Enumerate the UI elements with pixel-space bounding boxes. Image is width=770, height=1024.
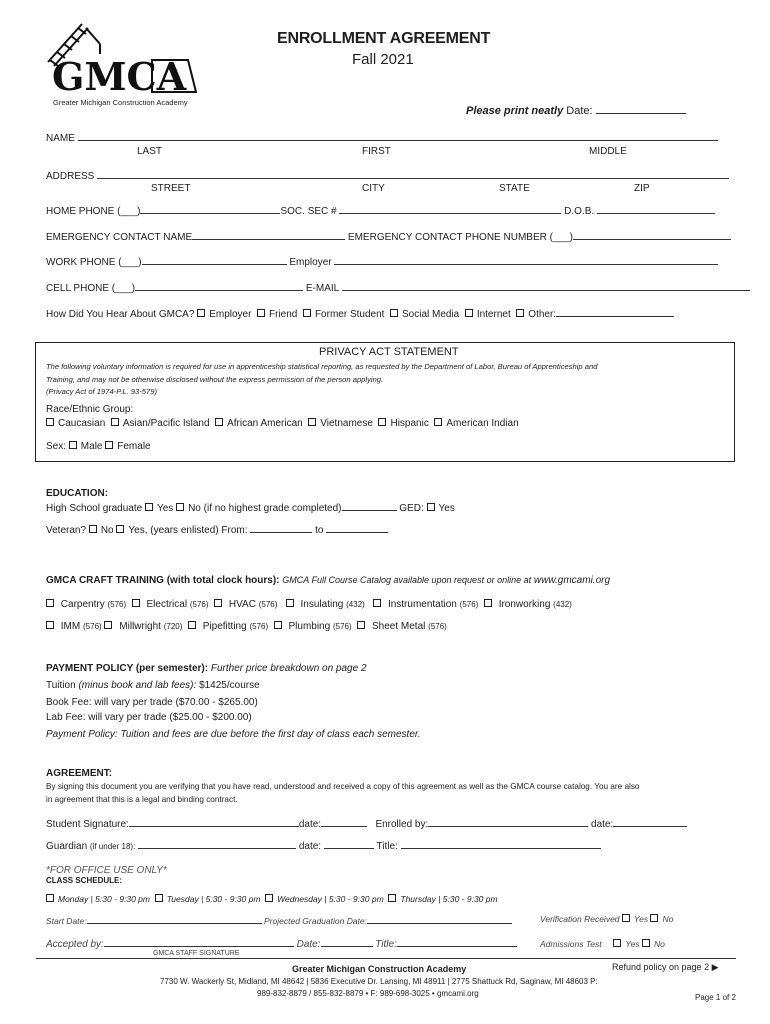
accepted-by-field[interactable] bbox=[104, 937, 294, 947]
hours-hvac: (576) bbox=[258, 600, 278, 609]
name-sub-last: LAST bbox=[137, 146, 163, 157]
ironworking-checkbox[interactable] bbox=[484, 599, 492, 607]
privacy-text-3: (Privacy Act of 1974-P.L. 93-579) bbox=[46, 387, 158, 396]
race-asian: Asian/Pacific Island bbox=[122, 418, 210, 429]
guardian-note: (if under 18): bbox=[89, 842, 136, 851]
projected-grad-field[interactable] bbox=[367, 914, 512, 924]
hvac-checkbox[interactable] bbox=[214, 599, 222, 607]
dob-label: D.O.B. bbox=[564, 206, 595, 217]
hours-imm: (576) bbox=[83, 622, 102, 631]
start-date-row bbox=[46, 914, 512, 926]
privacy-title: PRIVACY ACT STATEMENT bbox=[319, 346, 459, 358]
accepted-by-label: Accepted by: bbox=[46, 939, 104, 950]
trade-carpentry: Carpentry bbox=[60, 599, 105, 610]
other-field[interactable] bbox=[556, 307, 674, 317]
race-american-indian: American Indian bbox=[446, 418, 519, 429]
social-media-checkbox[interactable] bbox=[390, 309, 398, 317]
sex-male: Male bbox=[80, 441, 103, 452]
logo-wordmark: GMCA bbox=[52, 54, 187, 99]
race-hispanic: Hispanic bbox=[390, 418, 429, 429]
cell-phone-field[interactable] bbox=[135, 281, 303, 291]
payment-heading: PAYMENT POLICY (per semester): bbox=[46, 663, 209, 674]
enrolled-date-label: date: bbox=[591, 819, 614, 830]
tuition-row bbox=[46, 680, 260, 691]
term-label: Fall 2021 bbox=[352, 51, 414, 68]
verification-no: No bbox=[662, 914, 674, 924]
date-label: Date: bbox=[566, 105, 593, 117]
student-signature-field[interactable] bbox=[129, 817, 299, 827]
agreement-text-1: By signing this document you are verifying that you have read, understood and received a copy of this agreement as well as the GMCA course catalog. You are also bbox=[46, 782, 640, 791]
accepted-date-label: Date: bbox=[296, 939, 321, 950]
agreement-text-2: in agreement that this is a legal and binding contract. bbox=[46, 795, 238, 804]
print-note-row bbox=[466, 104, 686, 117]
lab-fee: Lab Fee: will vary per trade ($25.00 - $200.00) bbox=[46, 712, 252, 723]
training-note: GMCA Full Course Catalog available upon request or online at bbox=[282, 575, 532, 585]
training-heading: GMCA CRAFT TRAINING (with total clock hours): bbox=[46, 575, 280, 586]
hours-millwright: (720) bbox=[163, 622, 183, 631]
class-schedule-label: CLASS SCHEDULE: bbox=[46, 876, 123, 885]
refund-note-row bbox=[612, 962, 719, 973]
work-phone-field[interactable] bbox=[142, 255, 287, 265]
verification-row bbox=[540, 914, 673, 924]
schedule-tuesday: Tuesday | 5:30 - 9:30 pm bbox=[166, 894, 261, 904]
verification-label: Verification Received bbox=[540, 914, 620, 924]
payment-heading-note: Further price breakdown on page 2 bbox=[210, 663, 367, 674]
vietnamese-checkbox[interactable] bbox=[308, 418, 316, 426]
veteran-label: Veteran? bbox=[46, 525, 87, 536]
training-row-1 bbox=[46, 599, 572, 610]
admissions-no-checkbox[interactable] bbox=[642, 939, 650, 947]
option-other: Other: bbox=[528, 309, 557, 320]
work-phone-row bbox=[46, 255, 718, 268]
employer-label: Employer bbox=[289, 257, 332, 268]
friend-checkbox[interactable] bbox=[257, 309, 265, 317]
hs-yes: Yes bbox=[156, 503, 174, 514]
emergency-name-label: EMERGENCY CONTACT NAME bbox=[46, 232, 193, 243]
emergency-phone-label: EMERGENCY CONTACT PHONE NUMBER (___) bbox=[347, 232, 573, 243]
address-sub-street: STREET bbox=[151, 183, 191, 194]
asian-checkbox[interactable] bbox=[111, 418, 119, 426]
soc-sec-label: SOC. SEC # bbox=[280, 206, 337, 217]
trade-ironworking: Ironworking bbox=[498, 599, 551, 610]
monday-checkbox[interactable] bbox=[46, 894, 54, 902]
pipefitting-checkbox[interactable] bbox=[188, 621, 196, 629]
plumbing-checkbox[interactable] bbox=[274, 621, 282, 629]
guardian-signature-field[interactable] bbox=[138, 839, 296, 849]
veteran-no-checkbox[interactable] bbox=[89, 525, 97, 533]
sheet-metal-checkbox[interactable] bbox=[357, 621, 365, 629]
arrow-right-icon: ▶ bbox=[711, 962, 719, 972]
verification-yes-checkbox[interactable] bbox=[622, 914, 630, 922]
imm-checkbox[interactable] bbox=[46, 621, 54, 629]
hours-insulating: (432) bbox=[346, 600, 365, 609]
employer-checkbox[interactable] bbox=[197, 309, 205, 317]
payment-heading-row bbox=[46, 663, 367, 674]
hs-no-checkbox[interactable] bbox=[176, 503, 184, 511]
trade-imm: IMM bbox=[60, 621, 81, 632]
trade-insulating: Insulating bbox=[300, 599, 344, 610]
verification-yes: Yes bbox=[633, 914, 649, 924]
schedule-row bbox=[46, 894, 498, 904]
projected-grad-label: Projected Graduation Date: bbox=[264, 916, 368, 926]
hear-about-question: How Did You Hear About GMCA? bbox=[46, 309, 195, 320]
email-field[interactable] bbox=[342, 281, 750, 291]
verification-no-checkbox[interactable] bbox=[650, 914, 658, 922]
schedule-wednesday: Wednesday | 5:30 - 9:30 pm bbox=[277, 894, 384, 904]
trade-instrumentation: Instrumentation bbox=[387, 599, 457, 610]
former-student-checkbox[interactable] bbox=[303, 309, 311, 317]
footer-address: 7730 W. Wackerly St, Midland, MI 48642 | 5836 Executive Dr. Lansing, MI 48911 | 2775 Shattuck Rd, Saginaw, MI 48603 P: bbox=[160, 977, 598, 986]
option-employer: Employer bbox=[209, 309, 252, 320]
hours-electrical: (576) bbox=[189, 600, 209, 609]
thursday-checkbox[interactable] bbox=[388, 894, 396, 902]
race-row bbox=[46, 418, 519, 429]
page-number: Page 1 of 2 bbox=[695, 993, 736, 1002]
sex-label: Sex: bbox=[46, 441, 67, 452]
hispanic-checkbox[interactable] bbox=[378, 418, 386, 426]
accepted-title-label: Title: bbox=[375, 939, 397, 950]
name-label: NAME bbox=[46, 133, 75, 144]
veteran-to-label: to bbox=[315, 525, 324, 536]
carpentry-checkbox[interactable] bbox=[46, 599, 54, 607]
soc-sec-field[interactable] bbox=[339, 204, 561, 214]
training-url[interactable]: www.gmcami.org bbox=[533, 575, 611, 586]
ged-yes-checkbox[interactable] bbox=[427, 503, 435, 511]
student-date-label: date: bbox=[298, 819, 322, 830]
race-vietnamese: Vietnamese bbox=[320, 418, 373, 429]
book-fee: Book Fee: will vary per trade ($70.00 - $265.00) bbox=[46, 697, 258, 708]
student-date-field[interactable] bbox=[321, 817, 367, 827]
name-row bbox=[46, 131, 718, 144]
name-field[interactable] bbox=[78, 131, 718, 141]
schedule-monday: Monday | 5:30 - 9:30 pm bbox=[58, 894, 150, 904]
email-label: E-MAIL bbox=[305, 283, 339, 294]
emergency-phone-field[interactable] bbox=[573, 230, 731, 240]
trade-millwright: Millwright bbox=[119, 621, 161, 632]
accepted-by-row bbox=[46, 937, 517, 950]
veteran-row bbox=[46, 523, 388, 536]
work-phone-label: WORK PHONE (___) bbox=[46, 257, 142, 268]
hs-yes-checkbox[interactable] bbox=[145, 503, 153, 511]
guardian-date-label: date: bbox=[298, 841, 322, 852]
hours-instrumentation: (576) bbox=[459, 600, 479, 609]
admissions-test-label: Admissions Test bbox=[540, 939, 602, 949]
caucasian-checkbox[interactable] bbox=[46, 418, 54, 426]
veteran-no: No bbox=[100, 525, 114, 536]
guardian-row bbox=[46, 839, 601, 852]
hours-pipefitting: (576) bbox=[249, 622, 269, 631]
enrolled-date-field[interactable] bbox=[613, 817, 687, 827]
veteran-yes: Yes, (years enlisted) From: bbox=[128, 525, 248, 536]
trade-pipefitting: Pipefitting bbox=[202, 621, 247, 632]
office-use-heading: *FOR OFFICE USE ONLY* bbox=[46, 865, 167, 876]
tuition-label: Tuition bbox=[46, 680, 76, 691]
wednesday-checkbox[interactable] bbox=[265, 894, 273, 902]
millwright-checkbox[interactable] bbox=[104, 621, 112, 629]
address-label: ADDRESS bbox=[46, 171, 95, 182]
training-row-2 bbox=[46, 621, 447, 632]
race-label: Race/Ethnic Group: bbox=[46, 404, 134, 415]
name-sub-middle: MIDDLE bbox=[589, 146, 627, 157]
trade-sheet-metal: Sheet Metal bbox=[372, 621, 426, 632]
enrolled-by-label: Enrolled by: bbox=[375, 819, 429, 830]
cell-phone-row bbox=[46, 281, 750, 294]
privacy-text-2: Training, and may not be otherwise disclosed without the express permission of the person applying. bbox=[46, 375, 384, 384]
address-sub-zip: ZIP bbox=[634, 183, 650, 194]
privacy-text-1: The following voluntary information is required for use in apprenticeship statistical reporting, as requested by the Department of Labor, Bureau of Apprenticeship and bbox=[46, 362, 598, 371]
print-note: Please print neatly bbox=[466, 105, 564, 117]
african-american-checkbox[interactable] bbox=[215, 418, 223, 426]
address-sub-state: STATE bbox=[499, 183, 530, 194]
header-date-field[interactable] bbox=[596, 104, 686, 114]
electrical-checkbox[interactable] bbox=[132, 599, 140, 607]
other-checkbox[interactable] bbox=[516, 309, 524, 317]
home-phone-row bbox=[46, 204, 715, 217]
tuesday-checkbox[interactable] bbox=[155, 894, 163, 902]
hs-row bbox=[46, 501, 455, 514]
home-phone-field[interactable] bbox=[140, 204, 280, 214]
accepted-title-field[interactable] bbox=[397, 937, 517, 947]
race-caucasian: Caucasian bbox=[58, 418, 106, 429]
address-field[interactable] bbox=[97, 169, 729, 179]
admissions-test-row bbox=[540, 939, 665, 949]
emergency-row bbox=[46, 230, 731, 243]
trade-hvac: HVAC bbox=[228, 599, 256, 610]
name-sub-first: FIRST bbox=[362, 146, 391, 157]
logo-tagline: Greater Michigan Construction Academy bbox=[53, 98, 188, 107]
insulating-checkbox[interactable] bbox=[286, 599, 294, 607]
admissions-no: No bbox=[653, 939, 665, 949]
start-date-field[interactable] bbox=[87, 914, 262, 924]
address-row bbox=[46, 169, 729, 182]
accepted-date-field[interactable] bbox=[321, 937, 373, 947]
cell-phone-label: CELL PHONE (___) bbox=[46, 283, 136, 294]
hours-carpentry: (576) bbox=[107, 600, 127, 609]
guardian-label: Guardian bbox=[46, 841, 88, 852]
schedule-thursday: Thursday | 5:30 - 9:30 pm bbox=[400, 894, 498, 904]
option-former-student: Former Student bbox=[314, 309, 385, 320]
sex-female: Female bbox=[117, 441, 151, 452]
male-checkbox[interactable] bbox=[69, 441, 77, 449]
ged-yes: Yes bbox=[438, 503, 455, 514]
admissions-yes: Yes bbox=[625, 939, 640, 949]
refund-note[interactable]: Refund policy on page 2 bbox=[612, 962, 710, 972]
instrumentation-checkbox[interactable] bbox=[373, 599, 381, 607]
start-date-label: Start Date: bbox=[46, 916, 87, 926]
employer-field[interactable] bbox=[334, 255, 718, 265]
ged-label: GED: bbox=[399, 503, 424, 514]
female-checkbox[interactable] bbox=[105, 441, 113, 449]
veteran-from-field[interactable] bbox=[250, 523, 312, 533]
hs-no: No (if no highest grade completed) bbox=[188, 503, 342, 514]
race-african-american: African American bbox=[227, 418, 303, 429]
education-heading: EDUCATION: bbox=[46, 488, 109, 499]
footer-contact: 989-832-8879 / 855-832-8879 • F: 989-698-3025 • gmcami.org bbox=[257, 989, 479, 998]
option-internet: Internet bbox=[476, 309, 511, 320]
option-friend: Friend bbox=[269, 309, 298, 320]
training-heading-row bbox=[46, 575, 610, 586]
sex-row bbox=[46, 441, 151, 452]
trade-plumbing: Plumbing bbox=[288, 621, 331, 632]
tuition-note: (minus book and lab fees): bbox=[78, 680, 197, 691]
home-phone-label: HOME PHONE (___) bbox=[46, 206, 141, 217]
option-social-media: Social Media bbox=[401, 309, 460, 320]
address-sub-city: CITY bbox=[362, 183, 385, 194]
admissions-yes-checkbox[interactable] bbox=[613, 939, 621, 947]
guardian-title-label: Title: bbox=[376, 841, 398, 852]
footer-divider bbox=[36, 958, 736, 959]
dob-field[interactable] bbox=[597, 204, 715, 214]
staff-signature-label: GMCA STAFF SIGNATURE bbox=[153, 950, 240, 957]
payment-policy: Payment Policy: Tuition and fees are due before the first day of class each semester. bbox=[46, 729, 421, 740]
american-indian-checkbox[interactable] bbox=[434, 418, 442, 426]
veteran-yes-checkbox[interactable] bbox=[116, 525, 124, 533]
highest-grade-field[interactable] bbox=[342, 501, 397, 511]
hear-about-row bbox=[46, 307, 674, 320]
guardian-date-field[interactable] bbox=[324, 839, 374, 849]
tuition-value: $1425/course bbox=[199, 680, 260, 691]
page-title: ENROLLMENT AGREEMENT bbox=[277, 30, 491, 47]
guardian-title-field[interactable] bbox=[401, 839, 601, 849]
hours-ironworking: (432) bbox=[553, 600, 572, 609]
student-signature-label: Student Signature: bbox=[46, 819, 129, 830]
internet-checkbox[interactable] bbox=[465, 309, 473, 317]
enrolled-by-field[interactable] bbox=[428, 817, 588, 827]
emergency-name-field[interactable] bbox=[192, 230, 345, 240]
hours-plumbing: (576) bbox=[332, 622, 352, 631]
hours-sheet-metal: (576) bbox=[428, 622, 447, 631]
footer-org: Greater Michigan Construction Academy bbox=[292, 964, 467, 974]
trade-electrical: Electrical bbox=[146, 599, 188, 610]
agreement-heading: AGREEMENT: bbox=[46, 768, 113, 779]
student-signature-row bbox=[46, 817, 687, 830]
veteran-to-field[interactable] bbox=[326, 523, 388, 533]
hs-label: High School graduate bbox=[46, 503, 143, 514]
